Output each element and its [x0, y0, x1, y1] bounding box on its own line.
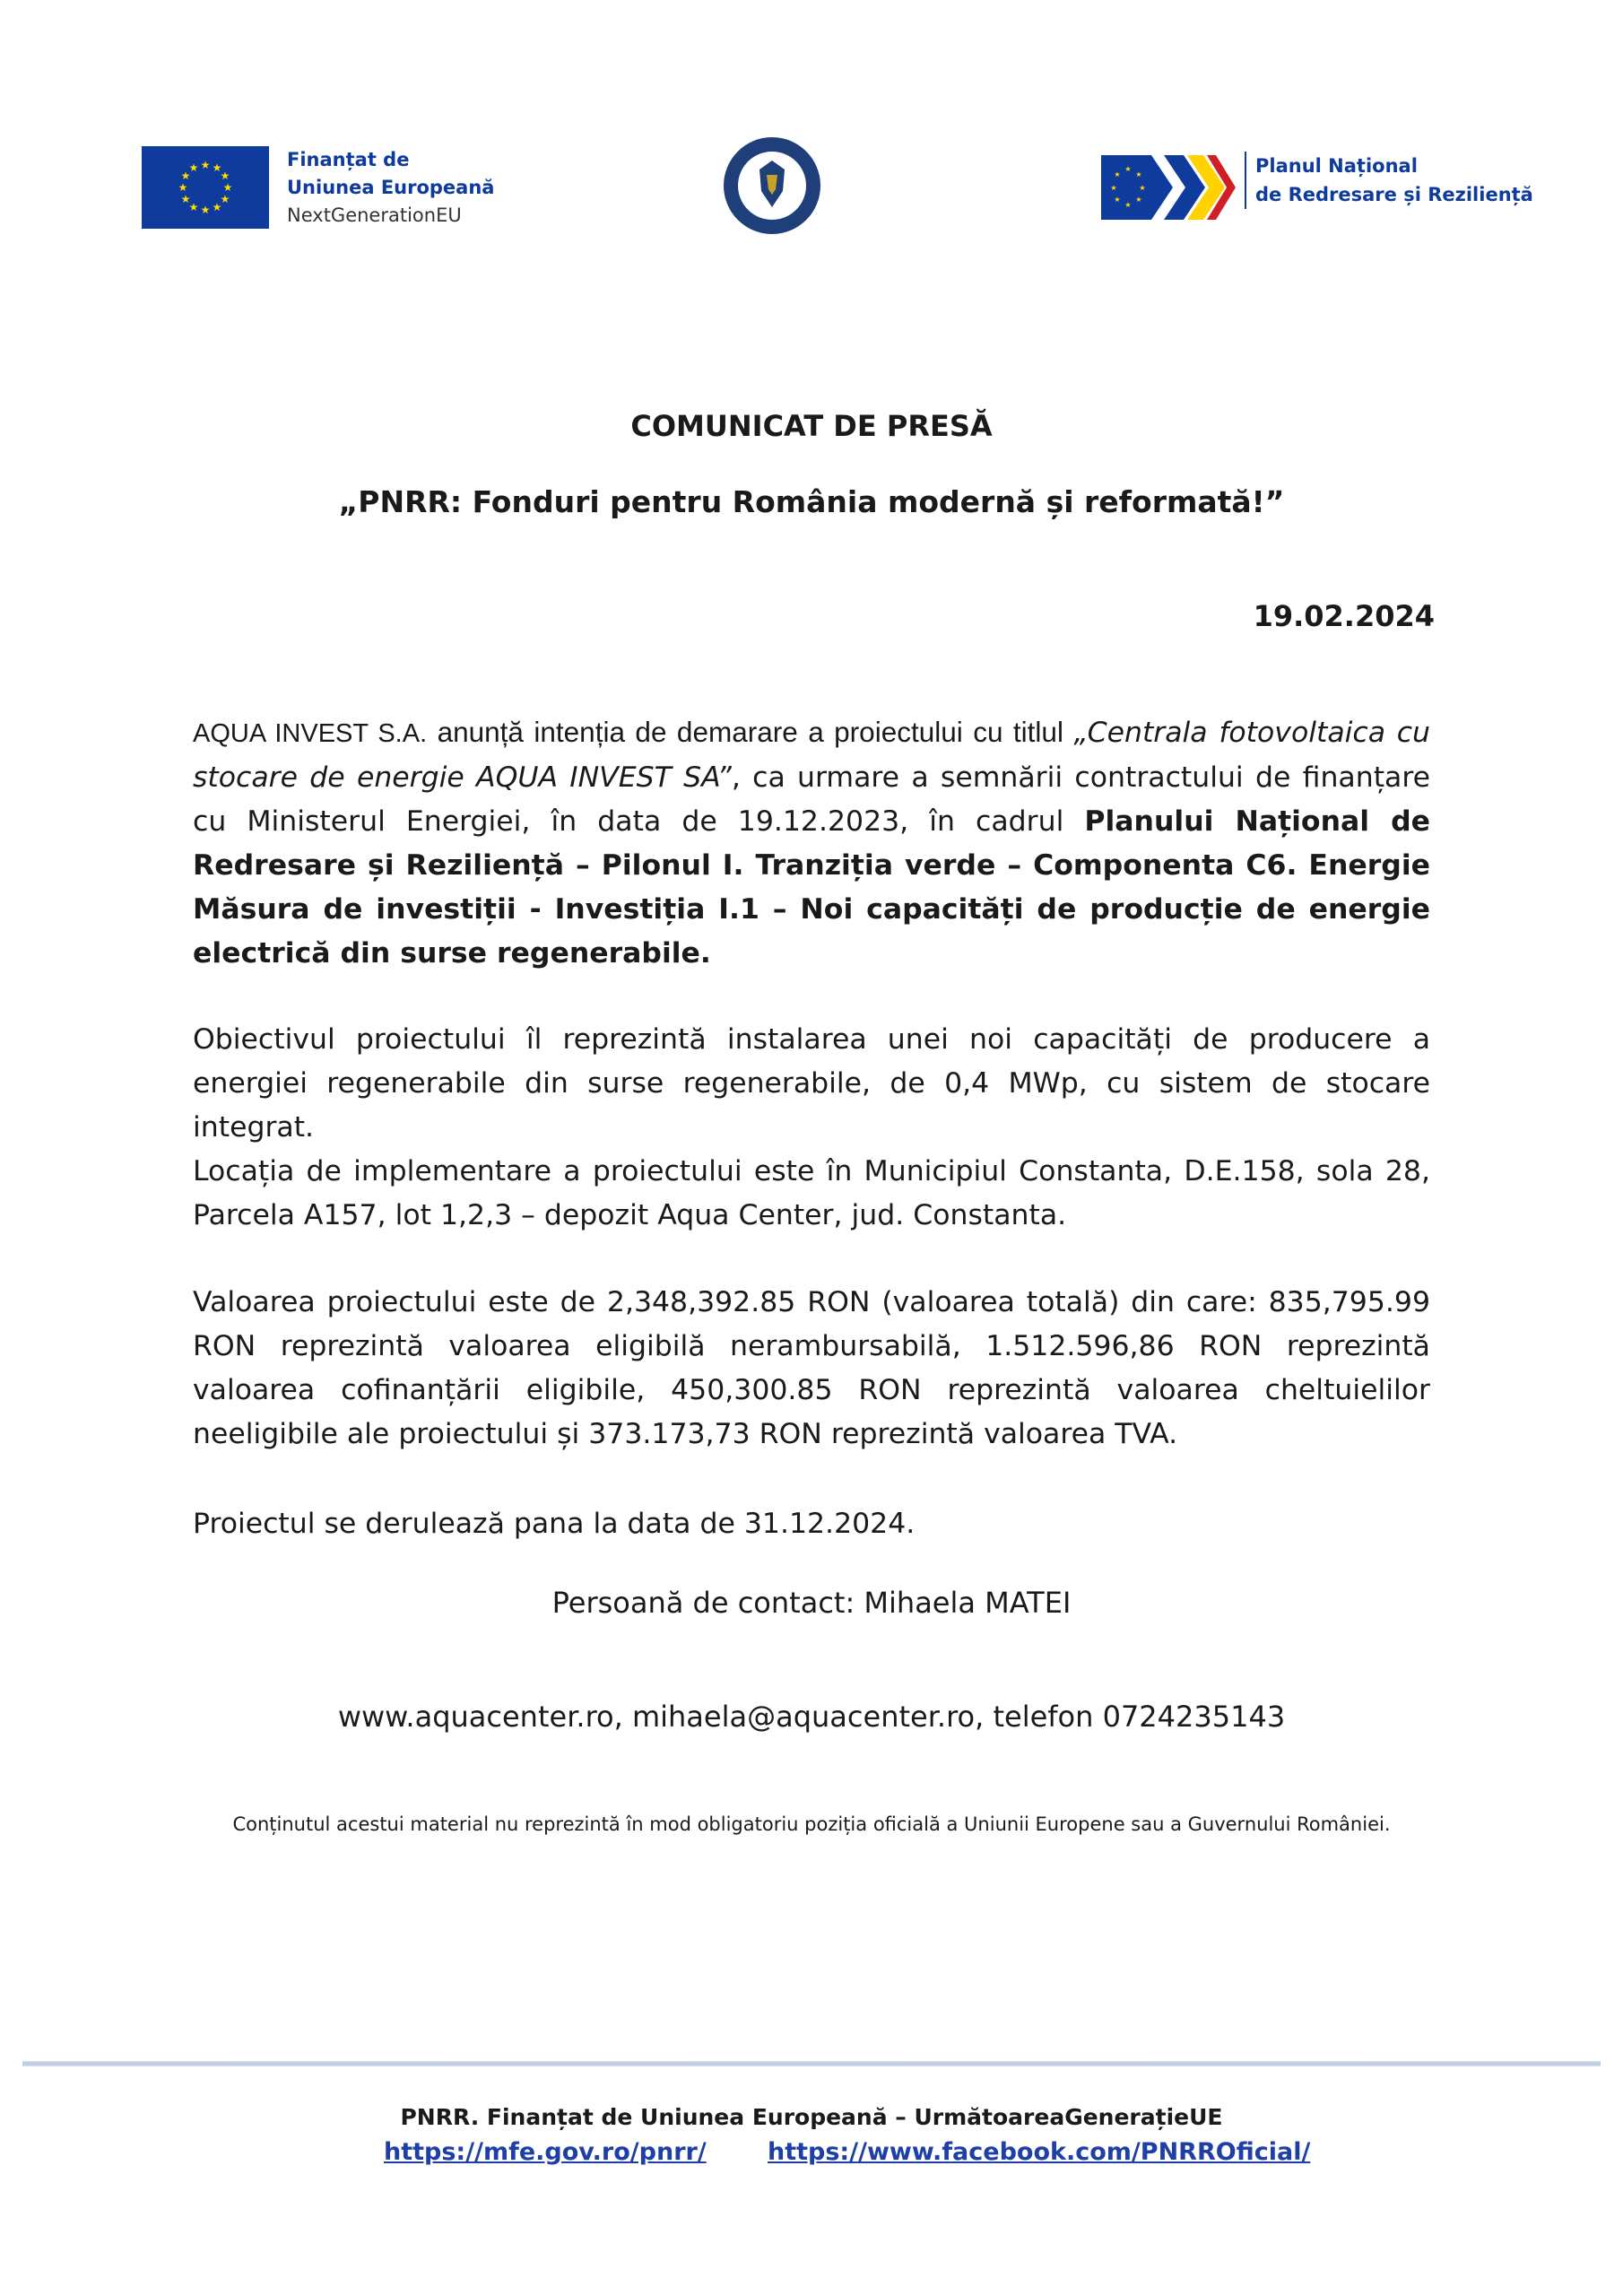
- footer-link-mfe[interactable]: https://mfe.gov.ro/pnrr/: [384, 2138, 707, 2166]
- project-title: „Centrala fotovoltaica cu stocare de energie AQUA INVEST SA”: [193, 717, 1430, 794]
- company-name: AQUA INVEST S.A.: [193, 719, 428, 748]
- svg-text:★: ★: [212, 201, 222, 213]
- svg-text:★: ★: [1110, 184, 1117, 192]
- contact-details: www.aquacenter.ro, mihaela@aquacenter.ro, telefon 0724235143: [337, 1700, 1286, 1734]
- svg-text:★: ★: [1114, 170, 1121, 178]
- svg-text:★: ★: [1114, 196, 1121, 204]
- document-date: 19.02.2024: [1253, 599, 1435, 633]
- svg-text:★: ★: [222, 181, 233, 194]
- svg-text:★: ★: [200, 159, 211, 171]
- disclaimer: Conținutul acestui material nu reprezintă în mod obligatoriu poziția oficială a Uniunii Europene sau a Guvernului României.: [232, 1813, 1391, 1835]
- svg-text:★: ★: [1124, 201, 1132, 209]
- svg-text:★: ★: [178, 181, 188, 194]
- duration-paragraph: Proiectul se derulează pana la data de 31.12.2024.: [193, 1508, 916, 1540]
- program-name: Planului Național de Redresare și Reziliență – Pilonul I. Tranziția verde – Componenta C6. Energie Măsura de investiții - Investiția I.1 – Noi capacități de producție de energie electrică din surse regenerabile.: [193, 805, 1430, 970]
- pnrr-logo-line2: de Redresare și Reziliență: [1255, 184, 1533, 205]
- svg-text:★: ★: [200, 204, 211, 216]
- svg-text:★: ★: [1135, 170, 1142, 178]
- footer-link-facebook[interactable]: https://www.facebook.com/PNRROficial/: [768, 2138, 1311, 2166]
- svg-text:★: ★: [1139, 184, 1146, 192]
- contact-person: Persoană de contact: Mihaela MATEI: [551, 1586, 1072, 1620]
- svg-text:★: ★: [220, 170, 230, 182]
- announcement-middle: , ca urmare a semnării contractului de finanțare cu Ministerul Energiei, în data de 19.12.2023, în cadrul: [193, 761, 1430, 838]
- document-title: COMUNICAT DE PRESĂ: [630, 409, 993, 443]
- eu-funding-logo: [142, 146, 495, 229]
- location-text: Locația de implementare a proiectului este în Municipiul Constanta, D.E.158, sola 28, Parcela A157, lot 1,2,3 – depozit Aqua Center, jud. Constanta.: [193, 1155, 1430, 1231]
- svg-text:★: ★: [188, 161, 199, 174]
- eu-logo-line2: Uniunea Europeană: [287, 177, 495, 198]
- svg-text:★: ★: [220, 193, 230, 205]
- pnrr-flag-arrow-icon: [1101, 146, 1236, 229]
- announcement-lead: anunță intenția de demarare a proiectului cu titlul: [427, 716, 1074, 748]
- svg-text:★: ★: [180, 193, 191, 205]
- footer-divider: [22, 2061, 1601, 2066]
- value-paragraph: Valoarea proiectului este de 2,348,392.85 RON (valoarea totală) din care: 835,795.99 RON reprezintă valoarea eligibilă nerambursabilă, 1.512.596,86 RON reprezintă valoarea cofinanțării eligibile, 450,300.85 RON reprezintă valoarea cheltuielilor neeligibile ale proiectului și 373.173,73 RON reprezintă valoarea TVA.: [193, 1286, 1430, 1450]
- document-subtitle: „PNRR: Fonduri pentru România modernă și reformată!”: [338, 484, 1285, 519]
- objective-text: Obiectivul proiectului îl reprezintă instalarea unei noi capacități de producere a energiei regenerabile din surse regenerabile, de 0,4 MWp, cu sistem de stocare integrat.: [193, 1023, 1430, 1144]
- pnrr-logo-line1: Planul Național: [1255, 155, 1418, 177]
- eu-logo-text: [287, 146, 493, 230]
- svg-text:★: ★: [1124, 165, 1132, 173]
- eu-flag-icon: [142, 146, 269, 229]
- svg-text:★: ★: [1135, 196, 1142, 204]
- eu-logo-line3: NextGenerationEU: [287, 204, 462, 226]
- eu-logo-line1: Finanțat de: [287, 149, 410, 170]
- svg-text:★: ★: [188, 201, 199, 213]
- footer-title: PNRR. Finanțat de Uniunea Europeană – UrmătoareaGenerațieUE: [400, 2104, 1223, 2130]
- svg-text:★: ★: [212, 161, 222, 174]
- pnrr-logo-text: [1245, 152, 1533, 209]
- objective-paragraph: [193, 1018, 1430, 1238]
- guvernul-romaniei-seal-icon: [722, 135, 822, 236]
- announcement-paragraph: [193, 710, 1430, 976]
- pnrr-logo: [1101, 146, 1533, 229]
- svg-text:★: ★: [180, 170, 191, 182]
